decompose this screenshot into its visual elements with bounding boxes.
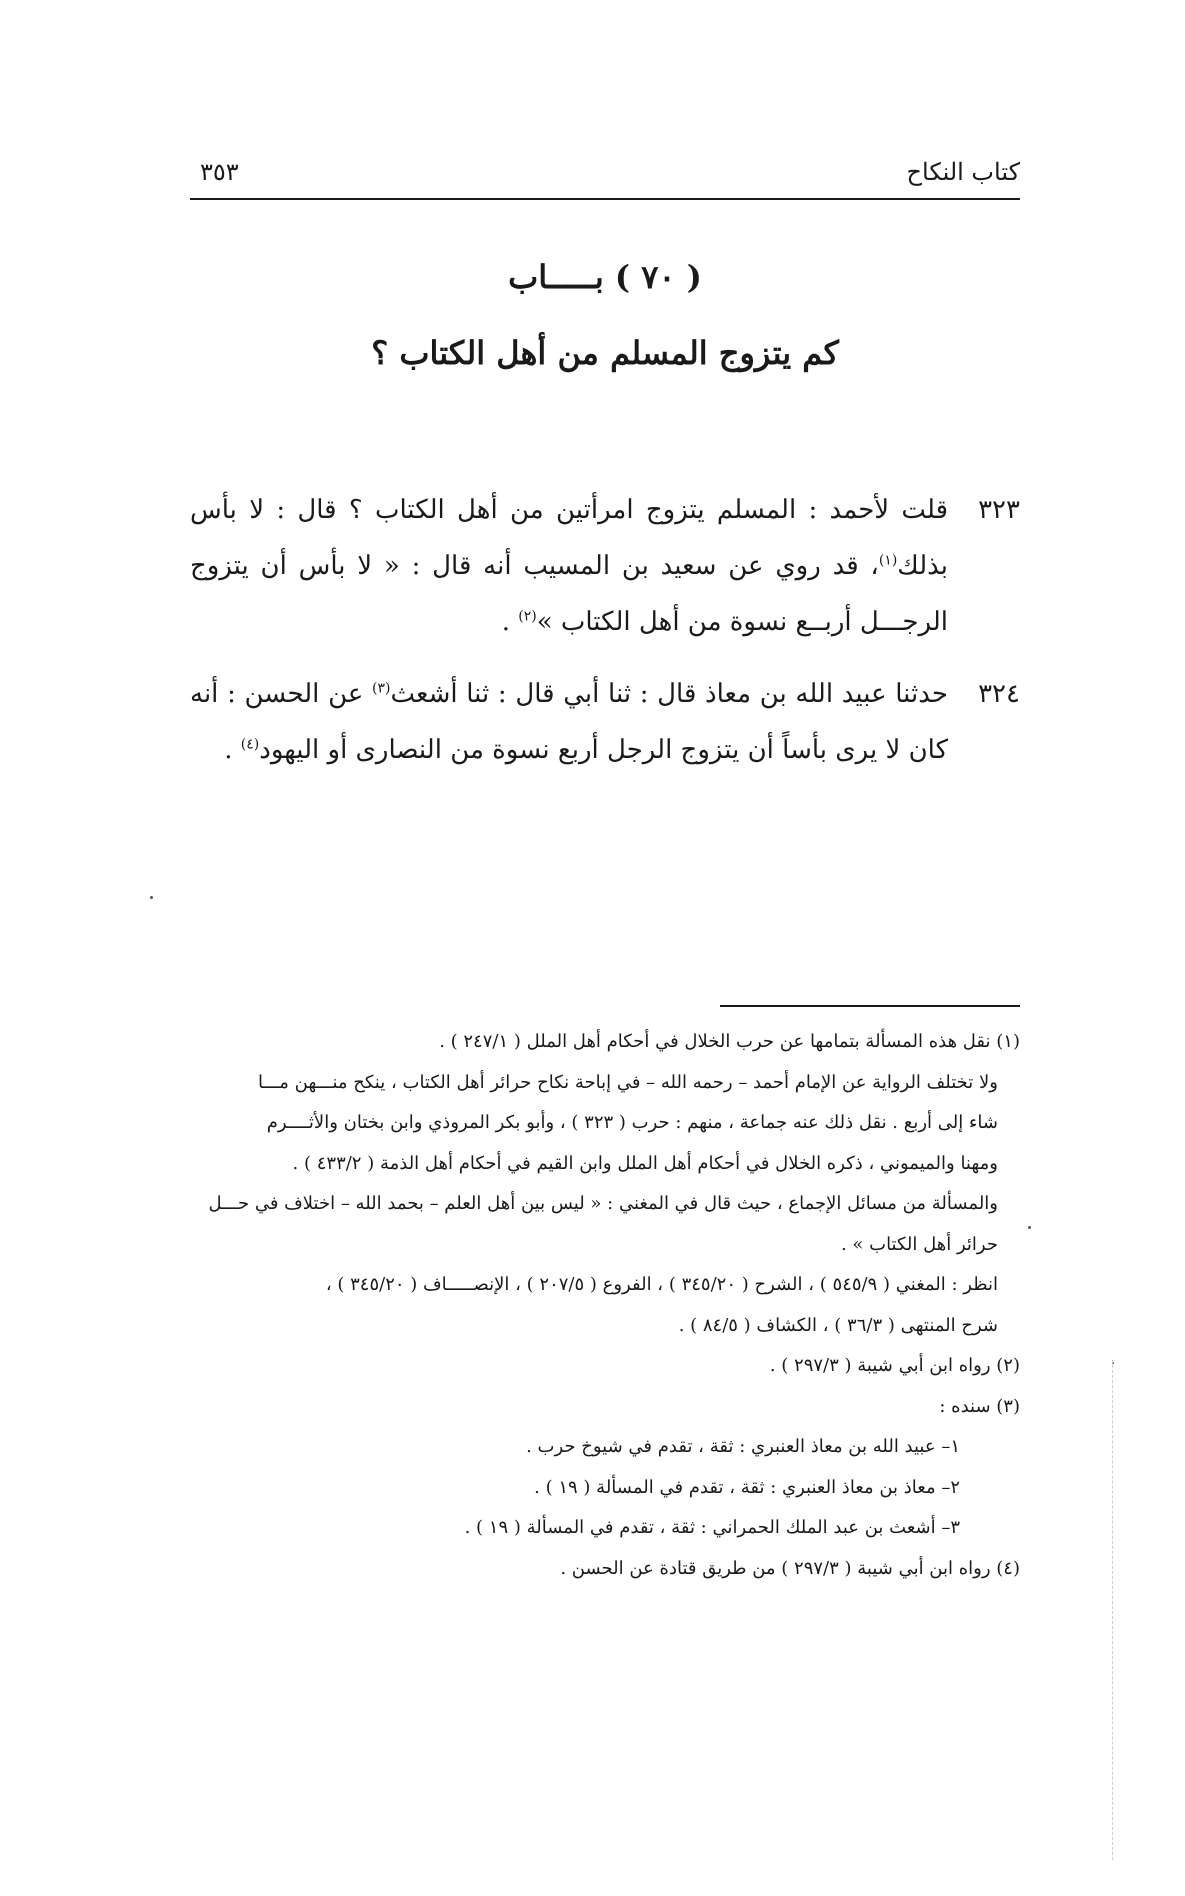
footnote-ref: (٤) [240,736,260,753]
entry-text-part: حدثنا عبيد الله بن معاذ قال : ثنا أبي قال : ثنا أشعث [390,679,948,709]
footnote-ref: (٣) [372,680,391,697]
footnote-line: ومهنا والميموني ، ذكره الخلال في أحكام أهل الملل وابن القيم في أحكام أهل الذمة ( ٤٣٣/٢ ) . [292,1152,998,1174]
footnote-ref: (١) [878,552,898,569]
entry-text [190,482,948,650]
entry-text-part: عن الحسن : أنه كان لا يرى بأساً أن يتزوج الرجل أربع نسوة من النصارى أو اليهود [190,679,948,765]
entry-text [190,666,948,778]
entry-text-part: . [224,735,241,765]
footnote-line: شرح المنتهى ( ٣٦/٣ ) ، الكشاف ( ٨٤/٥ ) . [678,1314,998,1336]
scan-speck [1028,1226,1031,1229]
footnote-line: (٤) رواه ابن أبي شيبة ( ٢٩٧/٣ ) من طريق قتادة عن الحسن . [560,1557,1020,1579]
footnote-line: (٢) رواه ابن أبي شيبة ( ٢٩٧/٣ ) . [769,1355,1020,1376]
chapter-title: كم يتزوج المسلم من أهل الكتاب ؟ [371,334,839,372]
entry-number: ٣٢٤ [978,679,1020,709]
chapter-heading: ( ٧٠ ) بـــــاب [508,258,702,296]
footnote-line: (٣) سنده : [939,1395,1020,1417]
footnote-line: ٣– أشعث بن عبد الملك الحمراني : ثقة ، تقدم في المسألة ( ١٩ ) . [464,1517,960,1538]
footnote-line: والمسألة من مسائل الإجماع ، حيث قال في المغني : « ليس بين أهل العلم – بحمد الله – اختلاف في حـــل [208,1193,998,1214]
footnote-line: حرائر أهل الكتاب » . [840,1233,998,1255]
entry-323 [190,482,1020,650]
scan-speck [150,896,153,899]
page-number: ٣٥٣ [200,158,239,186]
footnote-line: انظر : المغني ( ٥٤٥/٩ ) ، الشرح ( ٣٤٥/٢٠ ) ، الفروع ( ٢٠٧/٥ ) ، الإنصـــــاف ( ٣٤٥/٢٠ ) ، [325,1274,998,1295]
entry-324 [190,666,1020,778]
running-header [190,152,1020,198]
entry-text-part: قلت لأحمد : المسلم يتزوج امرأتين من أهل الكتاب ؟ قال : لا بأس بذلك [190,495,948,581]
footnotes [190,1022,1020,1589]
scan-artifact [1112,1360,1113,1860]
footnote-ref: (٢) [518,608,537,625]
footnote-line: ولا تختلف الرواية عن الإمام أحمد – رحمه الله – في إباحة نكاح حرائر أهل الكتاب ، ينكح منـــهن مـــا [257,1071,998,1093]
footnote-line: ٢– معاذ بن معاذ العنبري : ثقة ، تقدم في المسألة ( ١٩ ) . [534,1476,960,1498]
entry-number: ٣٢٣ [978,495,1020,525]
entry-text-part: ، قد روي عن سعيد بن المسيب أنه قال : « لا بأس أن يتزوج الرجـــل أربــع نسوة من أهل الكتاب » [190,551,948,637]
footnote-line: ١– عبيد الله بن معاذ العنبري : ثقة ، تقدم في شيوخ حرب . [526,1436,960,1457]
header-rule [190,198,1020,200]
footnote-rule [720,1005,1020,1007]
footnote-line: (١) نقل هذه المسألة بتمامها عن حرب الخلال في أحكام أهل الملل ( ٢٤٧/١ ) . [439,1031,1020,1052]
book-title: كتاب النكاح [906,158,1020,186]
footnote-line: شاء إلى أربع . نقل ذلك عنه جماعة ، منهم : حرب ( ٣٢٣ ) ، وأبو بكر المروذي وابن بختان والأثــــرم [266,1112,998,1133]
entry-text-part: . [501,607,519,637]
